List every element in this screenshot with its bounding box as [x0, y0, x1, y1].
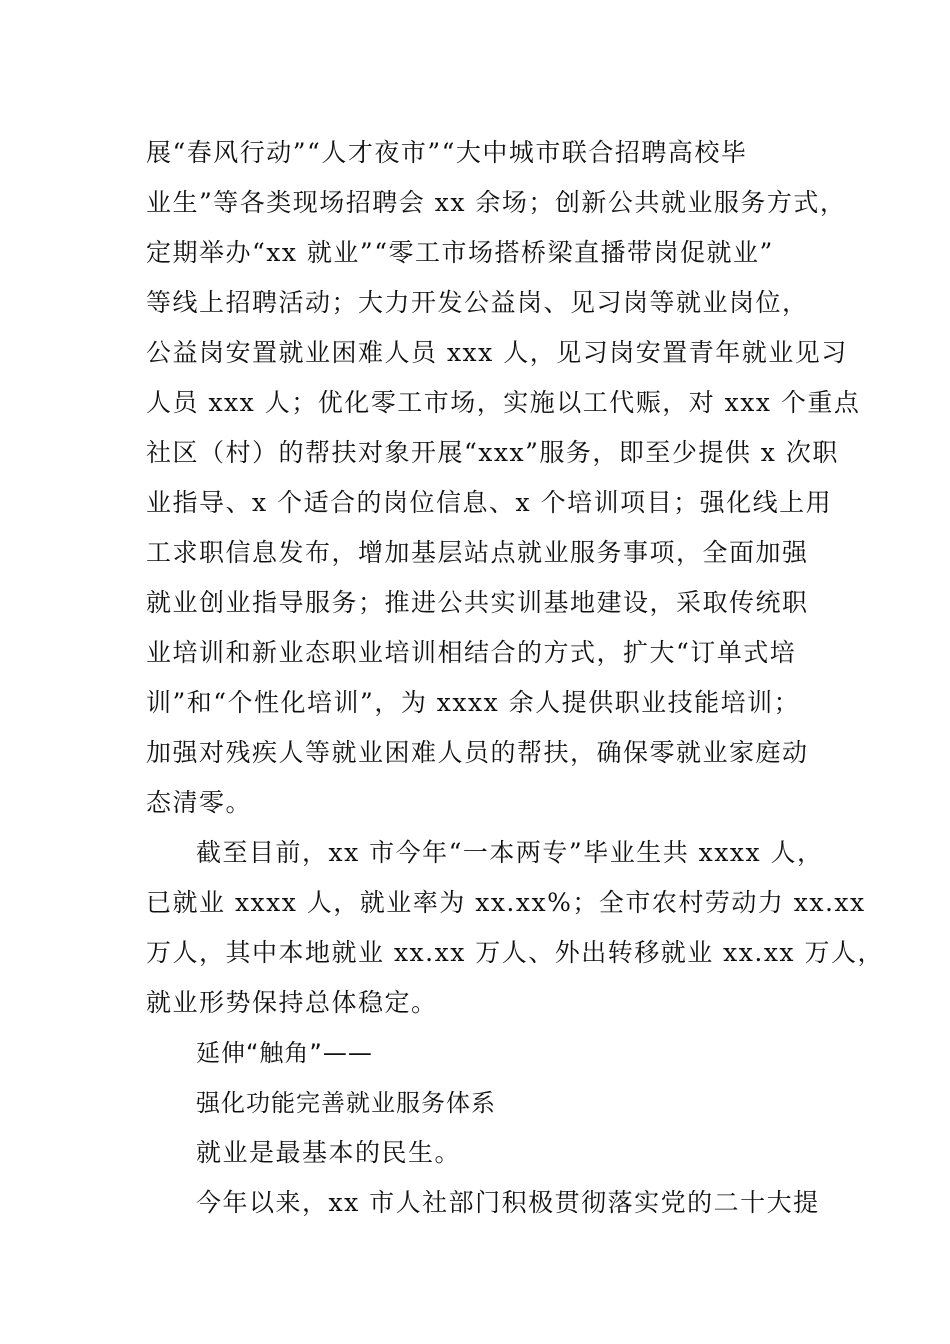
- paragraph-3: 就业是最基本的民生。: [196, 1138, 462, 1167]
- paragraph-1-line-11: 业培训和新业态职业培训相结合的方式，扩大“订单式培: [146, 638, 797, 667]
- paragraph-1-line-12: 训”和“个性化培训”，为 xxxx 余人提供职业技能培训；: [146, 688, 801, 717]
- paragraph-1-line-10: 就业创业指导服务；推进公共实训基地建设，采取传统职: [146, 588, 809, 617]
- paragraph-1-line-6: 人员 xxx 人；优化零工市场，实施以工代赈，对 xxx 个重点: [146, 388, 861, 417]
- paragraph-1-line-9: 工求职信息发布，增加基层站点就业服务事项，全面加强: [146, 538, 809, 567]
- paragraph-2-line-3: 万人，其中本地就业 xx.xx 万人、外出转移就业 xx.xx 万人，: [146, 938, 884, 967]
- paragraph-2-line-1: 截至目前，xx 市今年“一本两专”毕业生共 xxxx 人，: [196, 838, 824, 867]
- paragraph-1-line-13: 加强对残疾人等就业困难人员的帮扶，确保零就业家庭动: [146, 738, 809, 767]
- paragraph-1-line-8: 业指导、x 个适合的岗位信息、x 个培训项目；强化线上用: [146, 488, 833, 517]
- section-heading-line-2: 强化功能完善就业服务体系: [196, 1089, 496, 1117]
- section-heading-line-1: 延伸“触角”——: [196, 1039, 373, 1067]
- paragraph-1-line-4: 等线上招聘活动；大力开发公益岗、见习岗等就业岗位，: [146, 288, 809, 317]
- paragraph-1-line-2: 业生”等各类现场招聘会 xx 余场；创新公共就业服务方式，: [146, 188, 847, 217]
- paragraph-1-line-1: 展“春风行动”“人才夜市”“大中城市联合招聘高校毕: [146, 138, 748, 167]
- paragraph-2-line-2: 已就业 xxxx 人，就业率为 xx.xx%；全市农村劳动力 xx.xx: [146, 888, 866, 917]
- paragraph-2-line-4: 就业形势保持总体稳定。: [146, 988, 438, 1017]
- paragraph-1-line-14: 态清零。: [146, 788, 253, 817]
- paragraph-1-line-5: 公益岗安置就业困难人员 xxx 人，见习岗安置青年就业见习: [146, 338, 848, 367]
- paragraph-1-line-7: 社区（村）的帮扶对象开展“xxx”服务，即至少提供 x 次职: [146, 438, 839, 467]
- paragraph-4-line-1: 今年以来，xx 市人社部门积极贯彻落实党的二十大提: [196, 1188, 820, 1217]
- paragraph-1-line-3: 定期举办“xx 就业”“零工市场搭桥梁直播带岗促就业”: [146, 238, 774, 267]
